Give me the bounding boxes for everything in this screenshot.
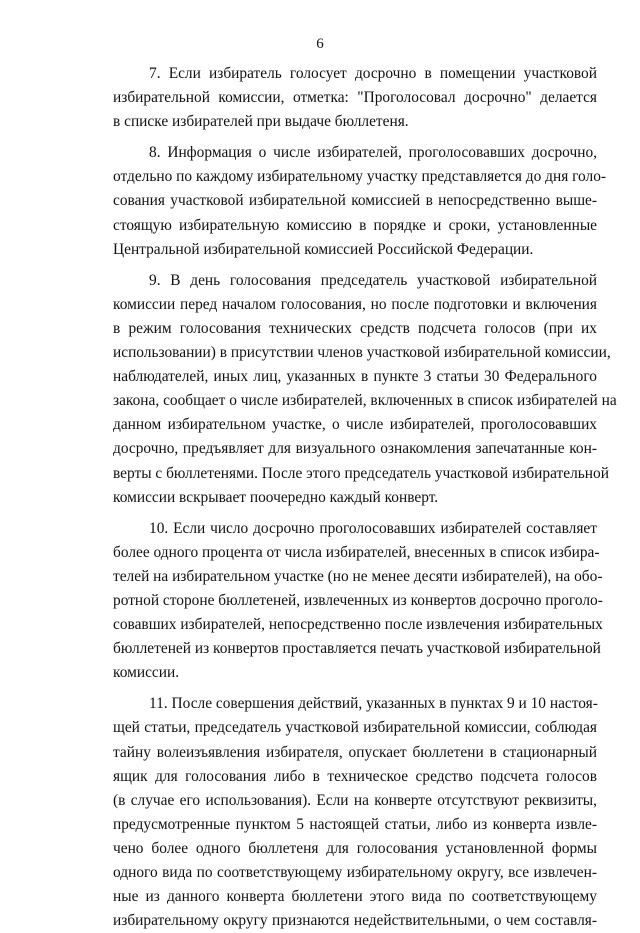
paragraph-8 (113, 141, 607, 261)
paragraph-11 (113, 692, 597, 933)
paragraph-9 (113, 269, 617, 510)
text-line: данном избирательном участке, о числе избирателей, проголосовавших (113, 416, 597, 434)
text-line: совавших избирателей, непосредственно после извлечения избирательных (113, 616, 603, 634)
text-line: досрочно, предъявляет для визуального ознакомления запечатанные кон- (113, 440, 597, 458)
text-line: комиссии перед началом голосования, но после подготовки и включения (113, 295, 597, 313)
text-line: наблюдателей, иных лиц, указанных в пункте 3 статьи 30 Федерального (113, 368, 597, 386)
text-line: 10. Если число досрочно проголосовавших избирателей составляет (149, 519, 597, 537)
text-line: более одного процента от числа избирателей, внесенных в список избира- (113, 543, 600, 561)
text-line: 7. Если избиратель голосует досрочно в помещении участковой (149, 65, 597, 82)
text-line: сования участковой избирательной комиссией в непосредственно выше- (113, 192, 597, 210)
text-line: использовании) в присутствии членов участковой избирательной комиссии, (113, 344, 611, 362)
text-line: бюллетеней из конвертов проставляется печать участковой избирательной (113, 640, 601, 658)
text-line: избирательной комиссии, отметка: "Проголосовал досрочно" делается (113, 89, 597, 107)
text-line: 11. После совершения действий, указанных в пунктах 9 и 10 настоя- (149, 695, 598, 713)
page-number: 6 (316, 36, 324, 52)
text-line: одного вида по соответствующему избирательному округу, все извлечен- (113, 864, 597, 881)
text-line: комиссии. (113, 664, 180, 682)
text-line: предусмотренные пунктом 5 настоящей статьи, либо из конверта извле- (113, 815, 597, 833)
text-line: отдельно по каждому избирательному участку представляется до дня голо- (113, 168, 607, 186)
text-line: верты с бюллетенями. После этого председатель участковой избирательной (113, 464, 609, 482)
text-line: в списке избирателей при выдаче бюллетеня. (113, 113, 409, 131)
text-line: (в случае его использования). Если на конверте отсутствуют реквизиты, (113, 791, 597, 809)
text-line: стоящую избирательную комиссию в порядке и сроки, установленные (113, 216, 597, 234)
text-line: избирательному округу признаются недействительными, о чем составля- (113, 912, 597, 930)
text-line: в режим голосования технических средств подсчета голосов (при их (113, 319, 597, 337)
text-line: ящик для голосования либо в техническое средство подсчета голосов (113, 767, 597, 785)
text-line: закона, сообщает о числе избирателей, включенных в список избирателей на (113, 392, 617, 410)
text-line: 8. Информация о числе избирателей, проголосовавших досрочно, (149, 144, 597, 162)
document-body (113, 62, 617, 933)
text-line: ротной стороне бюллетеней, извлеченных из конвертов досрочно проголо- (113, 591, 603, 609)
paragraph-10 (113, 517, 603, 686)
text-line: тайну волеизъявления избирателя, опускает бюллетени в стационарный (113, 743, 597, 761)
text-line: комиссии вскрывает поочередно каждый конверт. (113, 488, 439, 506)
text-line: ные из данного конверта бюллетени этого вида по соответствующему (113, 888, 597, 906)
text-line: 9. В день голосования председатель участковой избирательной (149, 271, 597, 289)
text-line: телей на избирательном участке (но не менее десяти избирателей), на обо- (113, 567, 603, 585)
paragraph-7 (113, 62, 597, 134)
text-line: щей статьи, председатель участковой избирательной комиссии, соблюдая (113, 719, 597, 737)
text-line: Центральной избирательной комиссией Российской Федерации. (113, 240, 534, 258)
text-line: чено более одного бюллетеня для голосования установленной формы (113, 839, 597, 857)
